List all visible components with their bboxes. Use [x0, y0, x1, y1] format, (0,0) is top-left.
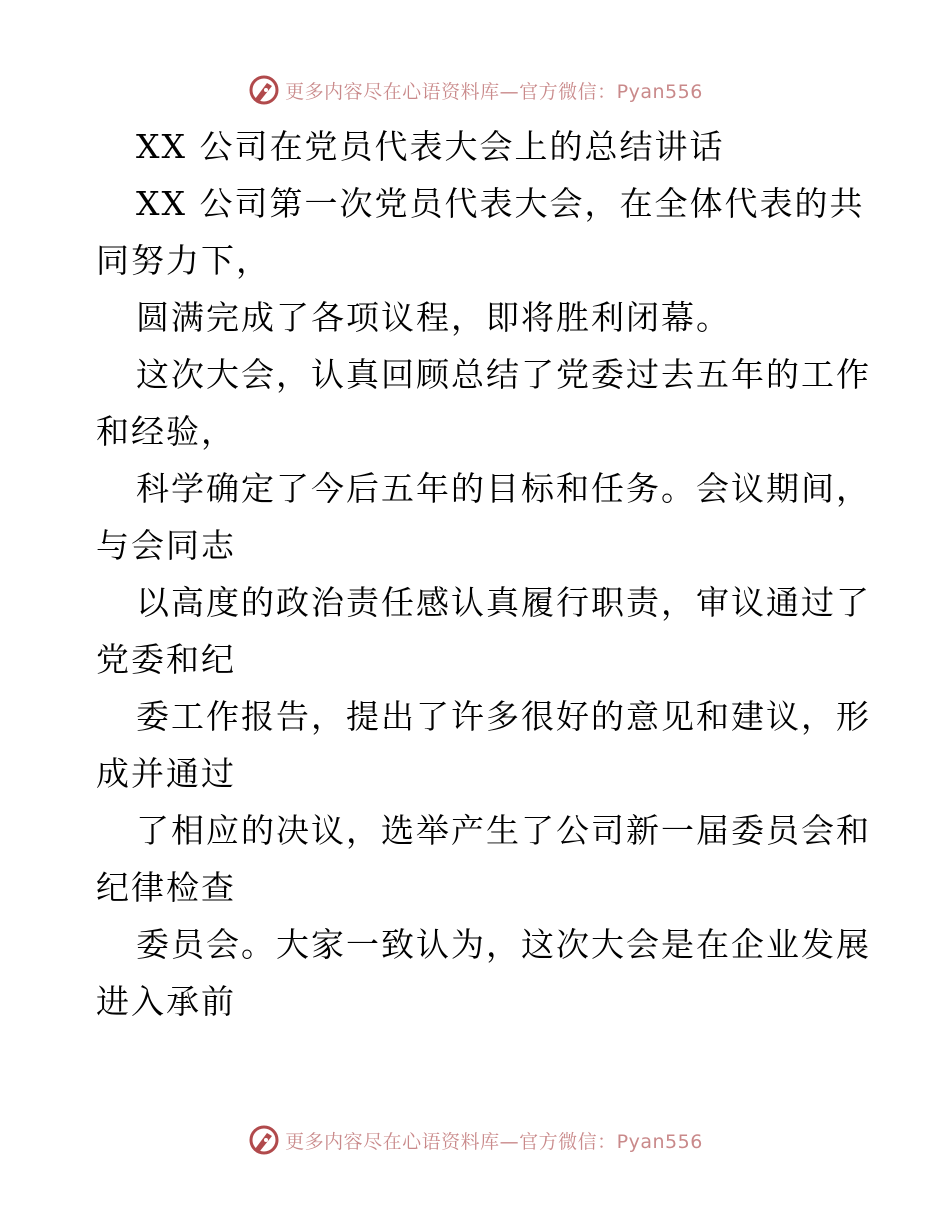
text-line: 进入承前 [96, 982, 236, 1021]
text-line: 科学确定了今后五年的目标和任务。会议期间， [136, 469, 871, 508]
text-line: 委员会。大家一致认为，这次大会是在企业发展 [136, 925, 871, 964]
text-line: 党委和纪 [96, 640, 236, 679]
text-line: 了相应的决议，选举产生了公司新一届委员会和 [136, 811, 871, 850]
pen-nib-circle-icon [247, 73, 281, 107]
text-line: 和经验， [96, 412, 236, 451]
header-watermark [0, 70, 950, 110]
watermark-text: 更多内容尽在心语资料库—官方微信：Pyan556 [285, 80, 703, 103]
text-line: 圆满完成了各项议程，即将胜利闭幕。 [136, 298, 731, 337]
text-line: 委工作报告，提出了许多很好的意见和建议，形 [136, 697, 871, 736]
text-line: 成并通过 [96, 754, 236, 793]
text-line: 同努力下， [96, 241, 271, 280]
document-body [96, 118, 871, 1030]
text-line: 纪律检查 [96, 868, 236, 907]
footer-watermark [0, 1120, 950, 1160]
watermark-text: 更多内容尽在心语资料库—官方微信：Pyan556 [285, 1130, 703, 1153]
text-line: 以高度的政治责任感认真履行职责，审议通过了 [136, 583, 871, 622]
text-line: 这次大会，认真回顾总结了党委过去五年的工作 [136, 355, 871, 394]
text-line: 与会同志 [96, 526, 236, 565]
pen-nib-circle-icon [247, 1123, 281, 1157]
text-line: XX 公司在党员代表大会上的总结讲话 [136, 127, 725, 166]
text-line: XX 公司第一次党员代表大会，在全体代表的共 [136, 184, 865, 223]
